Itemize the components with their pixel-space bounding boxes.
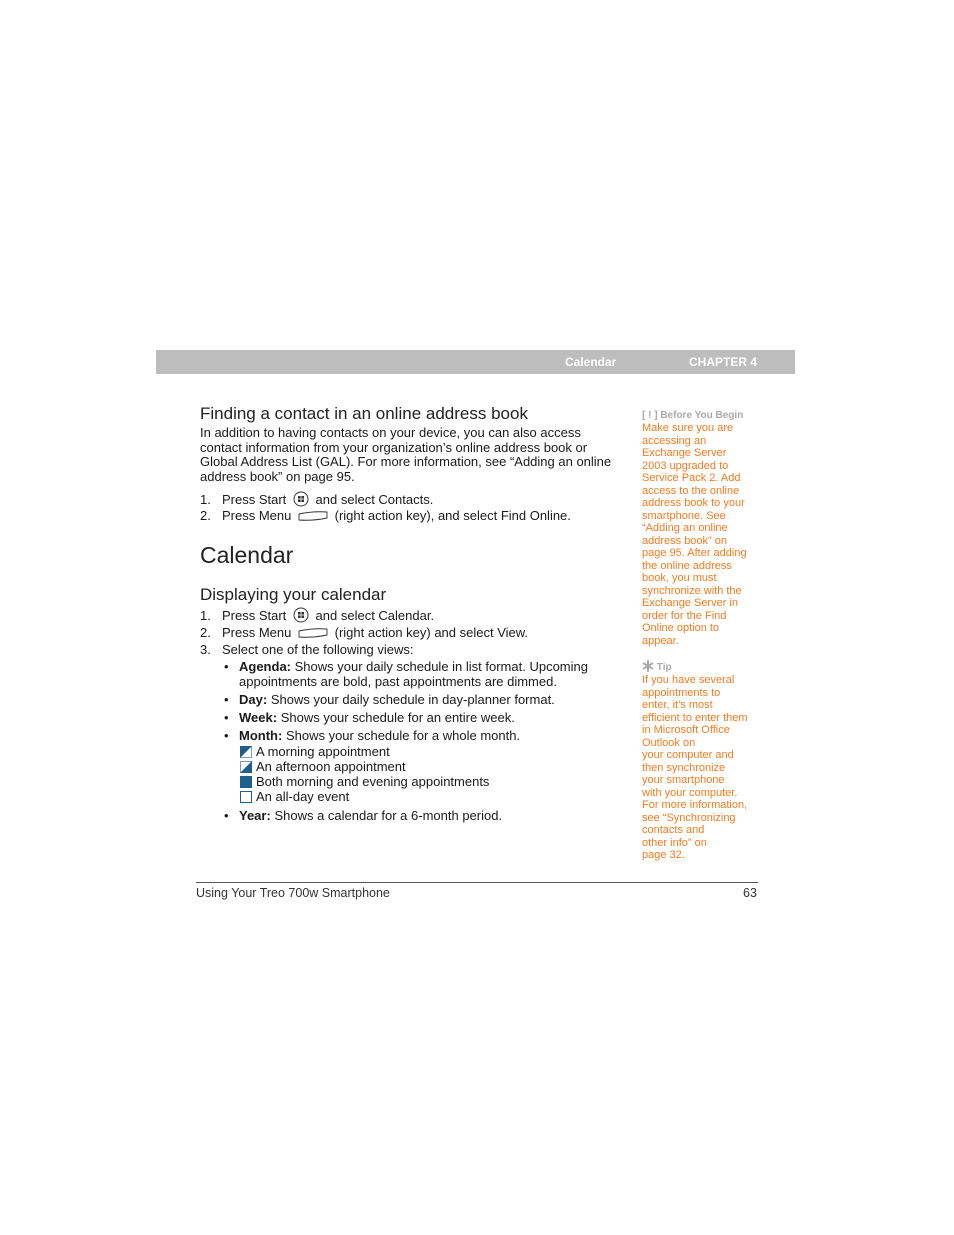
step-press-start-contacts: 1. Press Start and select Contacts. [200, 491, 433, 510]
section-heading-online-address-book: Finding a contact in an online address book [200, 404, 528, 423]
alert-icon: [ ! ] [642, 410, 658, 421]
view-day: • Day: Shows your daily schedule in day-planner format. [224, 692, 555, 707]
footer-divider [196, 882, 758, 883]
tip-asterisk-icon [642, 660, 654, 672]
start-icon [293, 607, 309, 626]
view-year: • Year: Shows a calendar for a 6-month period. [224, 808, 503, 823]
morning-triangle-icon [240, 746, 252, 758]
step-press-menu-view: 2. Press Menu (right action key) and select View. [200, 625, 529, 640]
afternoon-triangle-icon [240, 761, 252, 773]
view-month: • Month: Shows your schedule for a whole month. [224, 728, 521, 743]
legend-morning-evening: Both morning and evening appointments [240, 774, 489, 789]
page-number: 63 [743, 886, 757, 900]
empty-square-icon [240, 791, 252, 803]
intro-paragraph: In addition to having contacts on your device, you can also access contact information from your organization’s online address book or Global Address List (GAL). For more information, see “Adding an online address book” on page 95. [200, 425, 612, 484]
menu-key-icon [298, 626, 328, 641]
filled-square-icon [240, 776, 252, 788]
header-chapter-label: CHAPTER 4 [689, 355, 758, 369]
menu-key-icon [298, 509, 328, 524]
legend-afternoon: An afternoon appointment [240, 759, 406, 774]
step-press-start-calendar: 1. Press Start and select Calendar. [200, 607, 434, 626]
header-section-title: Calendar [565, 355, 617, 369]
view-week: • Week: Shows your schedule for an entire week. [224, 710, 515, 725]
view-agenda: • Agenda: Shows your daily schedule in list format. Upcoming appointments are bold, past appointments are dimmed. [224, 659, 588, 689]
chapter-header-bar [156, 350, 795, 374]
step-press-menu-find-online: 2. Press Menu (right action key), and select Find Online. [200, 508, 571, 523]
before-you-begin-note: [ ! ] Before You Begin Make sure you are accessing an Exchange Server 2003 upgraded to Service Pack 2. Add access to the online address book to your smartphone. See “Adding an online address book” on page 95. After adding the online address book, you must synchronize with the Exchange Server in order for the Find Online option to appear. [642, 410, 747, 647]
step-select-view: 3. Select one of the following views: [200, 642, 414, 657]
legend-morning: A morning appointment [240, 744, 390, 759]
legend-all-day: An all-day event [240, 789, 349, 804]
tip-note: Tip If you have several appointments to enter, it’s most efficient to enter them in Microsoft Office Outlook on your computer and then synchronize your smartphone with your computer. For more information, see “Synchronizing contacts and other info” on page 32. [642, 662, 748, 861]
footer-book-title: Using Your Treo 700w Smartphone [196, 886, 390, 900]
section-heading-displaying-calendar: Displaying your calendar [200, 585, 387, 604]
page-title: Calendar [200, 542, 294, 568]
